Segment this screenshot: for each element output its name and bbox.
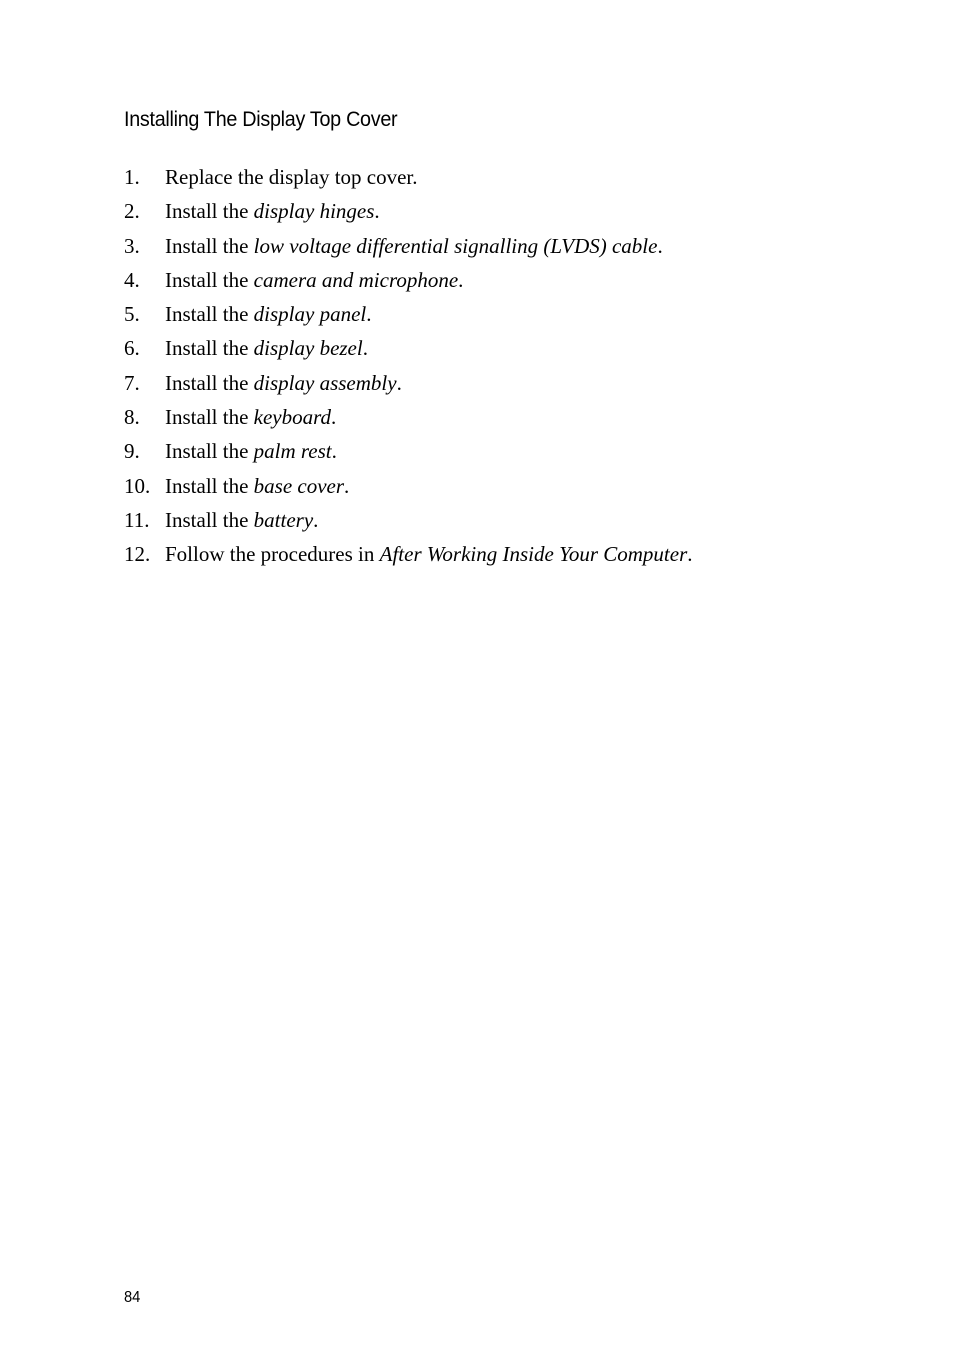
step-suffix: . — [687, 542, 693, 567]
step-reference[interactable]: low voltage differential signalling (LVDS) cable — [253, 233, 658, 258]
step-suffix: . — [331, 405, 337, 430]
step-text — [165, 162, 418, 192]
step-prefix: Install the — [165, 267, 254, 292]
step-number: 1. — [124, 165, 140, 189]
step-number: 11. — [124, 507, 150, 532]
step-number: 7. — [124, 370, 140, 395]
step-suffix: . — [344, 473, 350, 498]
step-suffix: . — [331, 439, 337, 464]
step-text — [165, 436, 337, 466]
step-text — [165, 299, 371, 329]
step-reference[interactable]: display assembly — [253, 370, 397, 395]
step-prefix: Install the — [165, 507, 254, 532]
step-reference[interactable]: battery — [253, 507, 314, 532]
page-number: 84 — [124, 1289, 141, 1306]
step-number: 5. — [124, 302, 140, 327]
step-prefix: Install the — [165, 405, 254, 430]
step-prefix: Replace the display top cover. — [165, 165, 418, 189]
step-prefix: Install the — [165, 473, 254, 498]
step-prefix: Install the — [165, 199, 254, 224]
step-number: 9. — [124, 439, 140, 464]
step-suffix: . — [458, 267, 464, 292]
step-text — [165, 333, 368, 363]
step-text — [165, 402, 336, 432]
step-suffix: . — [657, 233, 663, 258]
step-text — [165, 505, 318, 535]
step-reference[interactable]: display bezel — [253, 336, 363, 361]
step-reference[interactable]: base cover — [253, 473, 345, 498]
step-number: 8. — [124, 405, 140, 430]
step-suffix: . — [366, 302, 372, 327]
step-text — [165, 539, 693, 569]
step-reference[interactable]: keyboard — [253, 405, 332, 430]
step-reference[interactable]: display hinges — [253, 199, 375, 224]
step-number: 2. — [124, 199, 140, 224]
step-reference[interactable]: camera and microphone — [253, 267, 459, 292]
step-prefix: Install the — [165, 302, 254, 327]
step-text — [165, 368, 402, 398]
step-reference[interactable]: After Working Inside Your Computer — [379, 542, 688, 567]
step-number: 12. — [124, 542, 151, 567]
step-prefix: Install the — [165, 336, 254, 361]
step-reference[interactable]: palm rest — [253, 439, 332, 464]
section-heading: Installing The Display Top Cover — [124, 108, 398, 131]
step-text — [165, 471, 349, 501]
step-prefix: Install the — [165, 370, 254, 395]
step-suffix: . — [313, 507, 319, 532]
step-number: 4. — [124, 267, 140, 292]
step-text — [165, 196, 380, 226]
step-prefix: Follow the procedures in — [165, 542, 380, 567]
step-prefix: Install the — [165, 439, 254, 464]
step-number: 6. — [124, 336, 140, 361]
step-prefix: Install the — [165, 233, 254, 258]
step-reference[interactable]: display panel — [253, 302, 367, 327]
step-suffix: . — [374, 199, 380, 224]
step-suffix: . — [362, 336, 368, 361]
step-text — [165, 265, 463, 295]
step-number: 10. — [124, 473, 151, 498]
step-number: 3. — [124, 233, 140, 258]
step-text — [165, 231, 663, 261]
step-suffix: . — [396, 370, 402, 395]
